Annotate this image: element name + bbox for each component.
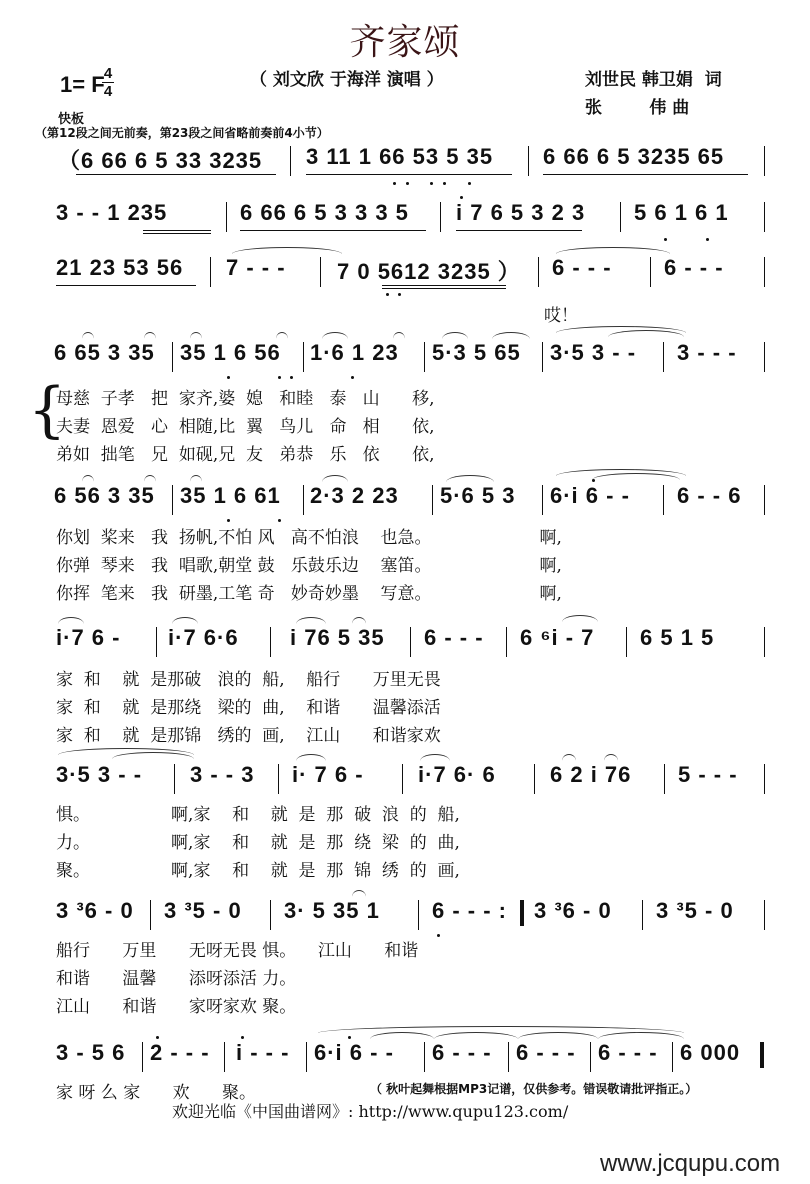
high-octave-dot [241,1036,244,1039]
repeat-barline [520,900,524,926]
measure: 5 - - - [678,762,738,787]
barline [278,764,279,794]
measure: 35 1 6 61 [180,483,281,508]
slur [352,890,366,897]
singers: （ 刘文欣 于海洋 演唱 ） [250,70,444,90]
score-line-5 [0,483,810,604]
measure: 6 56 3 35 [54,483,155,508]
slur [296,617,326,624]
measure: 7 - - - [226,255,286,280]
measure: 2·3 2 23 [310,483,399,508]
barline [620,202,621,232]
performance-note: （第12段之间无前奏，第23段之间省略前奏前4小节） [35,126,329,140]
barline [764,146,765,176]
measure: 21 23 53 56 [56,255,184,280]
low-octave-dot [664,238,667,241]
slur [144,475,156,482]
barline [663,342,664,372]
score-line-8 [0,898,810,1017]
barline [534,764,535,794]
underline [543,174,748,175]
slur [420,754,450,761]
measure: 6 66 6 5 3235 65 [543,144,725,169]
barline [172,485,173,515]
song-title: 齐家颂 [349,22,461,63]
measure: 6 5 1 5 [640,625,715,650]
measure: （6 66 6 5 33 3235 [58,148,263,173]
lyric-verse-1: 船行 万里 无呀无畏 惧。 江山 和谐 [56,941,419,961]
slur [562,615,598,622]
low-octave-dot [278,376,281,379]
measure: 6 - - - : [432,898,507,923]
barline [650,257,651,287]
score-line-4 [0,340,810,465]
score-line-6 [0,625,810,746]
barline [542,342,543,372]
slur [492,332,530,339]
measure: 6 - - - [432,1040,492,1065]
barline [626,627,627,657]
low-octave-dot [227,376,230,379]
measure: 3·5 3 - - [56,762,143,787]
measure: 3 ³5 - 0 [164,898,242,923]
barline [663,485,664,515]
slur [144,332,156,339]
slur [393,332,405,339]
composer-credit: 张 伟 曲 [585,98,690,118]
lyric-verse-3: 你挥 笔来 我 研墨,工笔 奇 妙奇妙墨 写意。 啊, [56,584,562,604]
measure: 3·5 3 - - [550,340,637,365]
lyric-verse-1: 你划 桨来 我 扬帆,不怕 风 高不怕浪 也急。 啊, [56,528,562,548]
score-line-1 [0,144,810,184]
low-octave-dot [398,293,401,296]
barline [410,627,411,657]
slur [296,754,326,761]
underline [76,174,276,175]
measure: i 7 6 5 3 2 3 [456,200,586,225]
high-octave-dot [460,196,463,199]
barline [424,1042,425,1072]
low-octave-dot [437,934,440,937]
lyric-verse-3: 聚。 啊,家 和 就 是 那 锦 绣 的 画, [56,861,460,881]
barline [306,1042,307,1072]
slur [190,475,202,482]
barline [642,900,643,930]
lyric-verse-2: 夫妻 恩爱 心 相随,比 翼 鸟儿 命 相 依, [56,417,435,437]
low-octave-dot [386,293,389,296]
slur [446,475,494,482]
barline [156,627,157,657]
measure: 5·3 5 65 [432,340,521,365]
barline [270,900,271,930]
barline [764,342,765,372]
barline [764,202,765,232]
measure: i·7 6 - [56,625,121,650]
barline [664,764,665,794]
slur [604,754,618,761]
transcriber-note: （ 秋叶起舞根据MP3记谱，仅供参考。错误敬请批评指正。） [370,1082,698,1096]
measure: 3 - - 3 [190,762,255,787]
lyricist-credit: 刘世民 韩卫娟 词 [585,70,722,90]
measure: 6 - - - [424,625,484,650]
measure: i 76 5 35 [290,625,385,650]
high-octave-dot [156,1036,159,1039]
site-welcome: 欢迎光临《中国曲谱网》: http://www.qupu123.com/ [172,1102,569,1121]
tempo-marking: 快板 [58,112,85,127]
measure: 6 - - - [516,1040,576,1065]
barline [424,342,425,372]
lyric-verse-3: 家 和 就 是那锦 绣的 画, 江山 和谐家欢 [56,726,441,746]
measure: i - - - [236,1040,290,1065]
slur [598,1032,684,1039]
measure: 6·i 6 - - [314,1040,394,1065]
underline [56,285,196,286]
watermark: www.jcqupu.com [600,1150,781,1177]
barline [764,764,765,794]
measure: 6 - - 6 [677,483,742,508]
lyric-verse-2: 力。 啊,家 和 就 是 那 绕 梁 的 曲, [56,833,460,853]
low-octave-dot [351,376,354,379]
barline [320,257,321,287]
measure: 1·6 1 23 [310,340,399,365]
measure: i· 7 6 - [292,762,364,787]
time-signature [102,66,114,99]
measure: 6 000 [680,1040,741,1065]
low-octave-dot [468,182,471,185]
measure: 6 ⁶i - 7 [520,625,595,650]
barline [764,627,765,657]
barline [270,627,271,657]
slur [434,1032,518,1039]
slur [442,332,468,339]
slur [352,617,366,624]
measure: 3 - 5 6 [56,1040,126,1065]
slur [608,330,684,337]
barline [303,342,304,372]
barline [764,257,765,287]
low-octave-dot [227,519,230,522]
slur [58,617,84,624]
measure: 7 0 5612 3235 ） [337,259,521,284]
barline [174,764,175,794]
barline [402,764,403,794]
barline [418,900,419,930]
barline [440,202,441,232]
lyric-verse-1: 家 和 就 是那破 浪的 船, 船行 万里无畏 [56,670,441,690]
underline [240,230,426,231]
low-octave-dot [406,182,409,185]
lyric-verse-2: 你弹 琴来 我 唱歌,朝堂 鼓 乐鼓乐边 塞笛。 啊, [56,556,562,576]
measure: 6 2 i 76 [550,762,632,787]
lyric-verse-1: 母慈 子孝 把 家齐,婆 媳 和睦 泰 山 移, [56,389,435,409]
lyric-verse-3: 弟如 拙笔 兄 如砚,兄 友 弟恭 乐 依 依, [56,445,435,465]
underline [456,230,582,231]
barline [764,485,765,515]
score-line-3 [0,255,810,326]
barline [508,1042,509,1072]
double-underline [382,285,506,289]
verse-brace: { [28,375,67,445]
time-top: 4 [103,65,113,82]
high-octave-dot [348,1036,351,1039]
lyric-final: 家 呀 么 家 欢 聚。 [56,1083,257,1103]
barline [142,1042,143,1072]
key-signature: 1= F [60,72,105,97]
barline [290,146,291,176]
barline [150,900,151,930]
measure: 3 ³6 - 0 [534,898,612,923]
barline [764,900,765,930]
time-bottom: 4 [103,83,113,100]
measure: 5·6 5 3 [440,483,516,508]
low-octave-dot [278,519,281,522]
barline [172,342,173,372]
slur [592,473,680,480]
low-octave-dot [430,182,433,185]
score-line-2 [0,200,810,240]
measure: 6 - - - [598,1040,658,1065]
slur [276,332,288,339]
slur [562,754,576,761]
barline [224,1042,225,1072]
low-octave-dot [443,182,446,185]
barline [672,1042,673,1072]
lyric-verse-1: 惧。 啊,家 和 就 是 那 破 浪 的 船, [56,805,460,825]
barline [528,146,529,176]
measure: 6·i 6 - - [550,483,630,508]
measure: 6 - - - [664,255,724,280]
barline [542,485,543,515]
barline [303,485,304,515]
measure: 3 11 1 66 53 5 35 [306,144,494,169]
slur [518,1032,598,1039]
barline [538,257,539,287]
score-line-7 [0,762,810,881]
slur [82,332,94,339]
low-octave-dot [393,182,396,185]
high-octave-dot [592,479,595,482]
measure: 35 1 6 56 [180,340,281,365]
slur [190,332,202,339]
slur [82,475,94,482]
measure: i·7 6· 6 [418,762,496,787]
slur [370,1032,434,1039]
measure: 2 - - - [150,1040,210,1065]
measure: 3 - - 1 235 [56,200,168,225]
barline [226,202,227,232]
measure: 3 - - - [677,340,737,365]
measure: 6 66 6 5 3 3 3 5 [240,200,409,225]
final-barline [760,1042,764,1068]
barline [210,257,211,287]
slur [322,332,348,339]
measure: 3 ³5 - 0 [656,898,734,923]
low-octave-dot [290,376,293,379]
double-underline [143,230,211,234]
slur [322,475,348,482]
slur [172,617,198,624]
low-octave-dot [706,238,709,241]
slur [112,752,194,759]
measure: i·7 6·6 [168,625,239,650]
slur [232,247,342,254]
barline [590,1042,591,1072]
lyric-verse-2: 家 和 就 是那绕 梁的 曲, 和谐 温馨添活 [56,698,441,718]
lyric-verse-2: 和谐 温馨 添呀添活 力。 [56,969,297,989]
lyric-verse-3: 江山 和谐 家呀家欢 聚。 [56,997,297,1017]
barline [432,485,433,515]
measure: 6 - - - [552,255,612,280]
measure: 3· 5 35 1 [284,898,380,923]
measure: 6 65 3 35 [54,340,155,365]
measure: 5 6 1 6 1 [634,200,729,225]
lyric-interjection: 哎！ [544,306,578,326]
underline [306,174,512,175]
measure: 3 ³6 - 0 [56,898,134,923]
barline [506,627,507,657]
slur [556,247,670,254]
